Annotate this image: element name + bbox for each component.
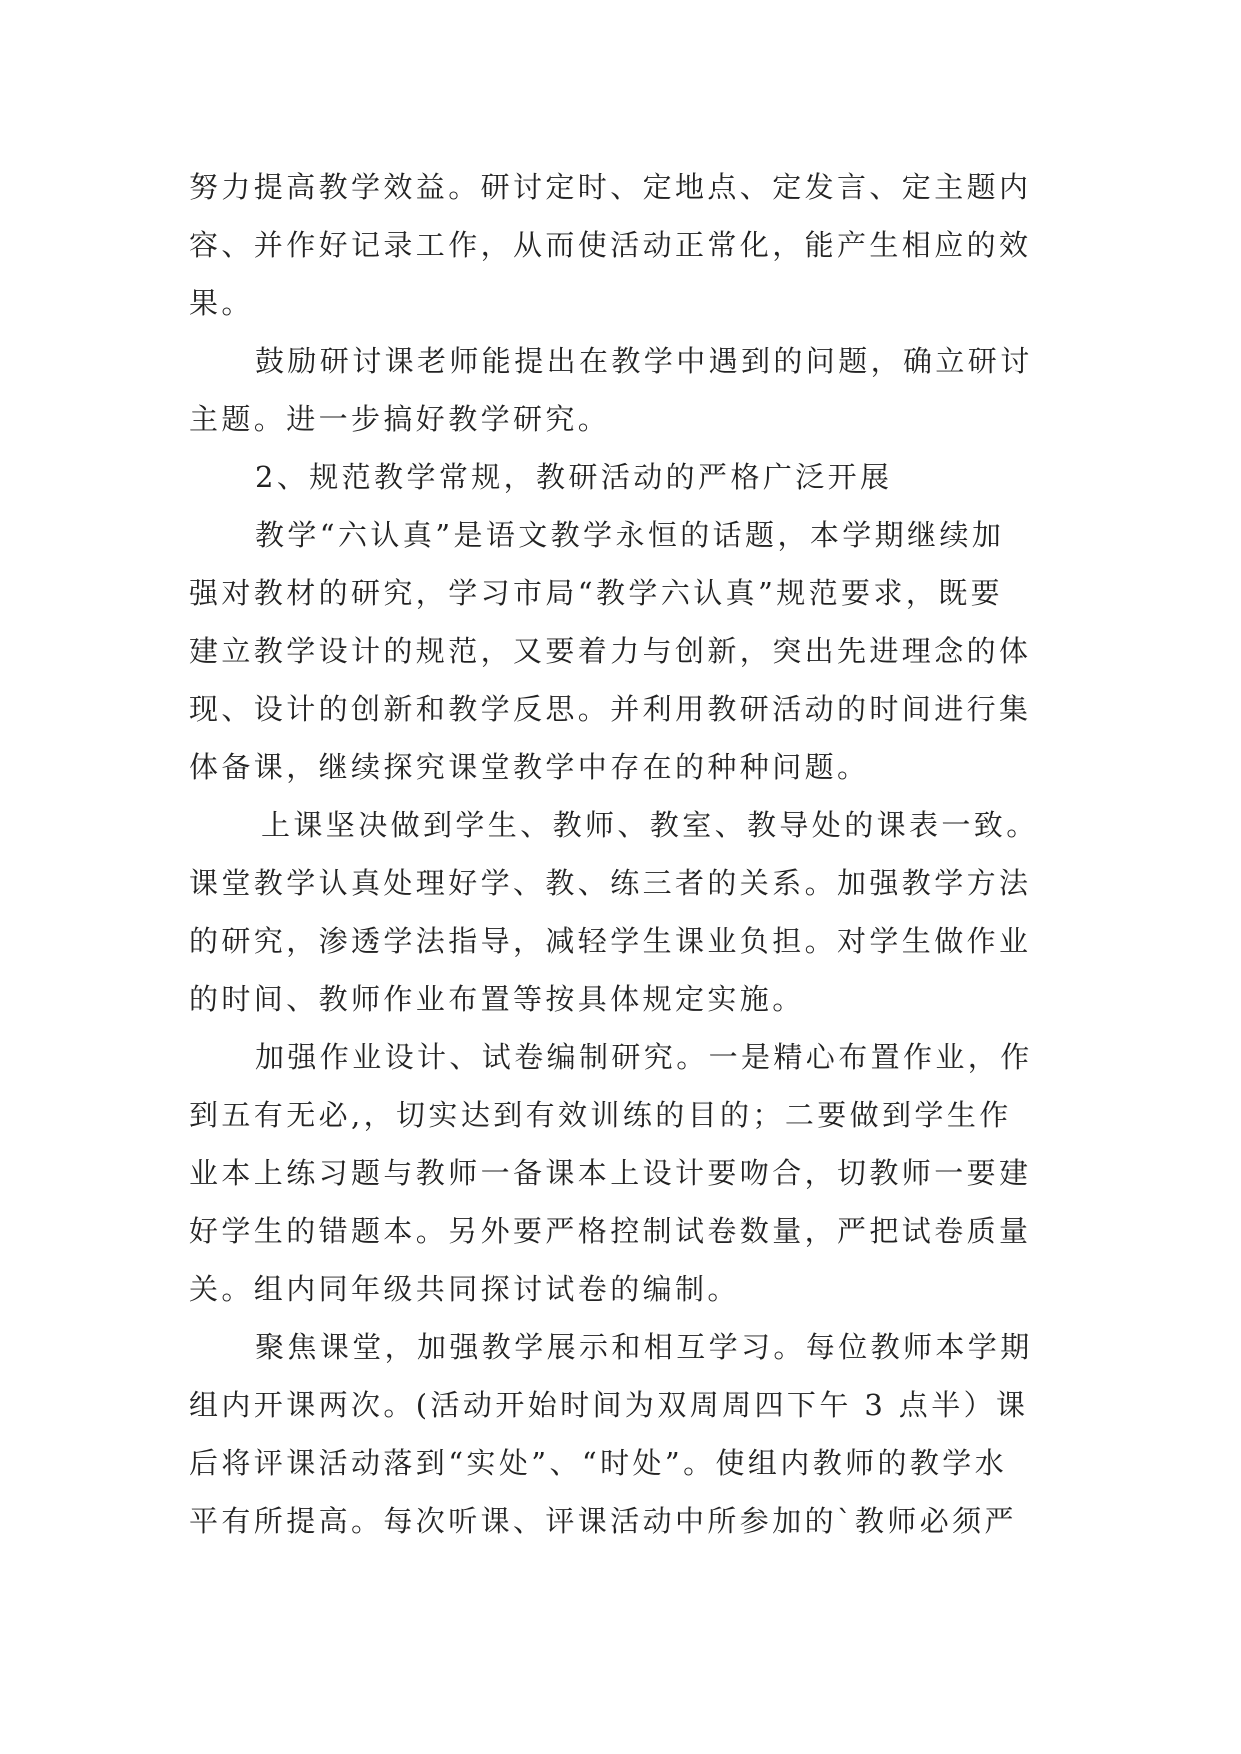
text-line: 加强作业设计、试卷编制研究。一是精心布置作业，作 [255,1040,1033,1074]
section-heading [189,448,1059,506]
text-line: 组内开课两次。(活动开始时间为双周周四下午 3 点半）课 [189,1388,1029,1422]
paragraph-7 [189,1318,1059,1550]
text-line: 主题。进一步搞好教学研究。 [189,402,611,436]
text-line: 现、设计的创新和教学反思。并利用教研活动的时间进行集 [189,692,1032,726]
text-line: 鼓励研讨课老师能提出在教学中遇到的问题，确立研讨 [255,344,1033,378]
paragraph-5 [189,796,1059,1028]
text-line: 强对教材的研究，学习市局“教学六认真”规范要求，既要 [189,576,1004,610]
paragraph-1 [189,158,1059,332]
paragraph-2 [189,332,1059,448]
text-line: 的研究，渗透学法指导，减轻学生课业负担。对学生做作业 [189,924,1032,958]
text-line: 关。组内同年级共同探讨试卷的编制。 [189,1272,740,1306]
text-line: 努力提高教学效益。研讨定时、定地点、定发言、定主题内 [189,170,1032,204]
text-line: 平有所提高。每次听课、评课活动中所参加的`教师必须严 [189,1504,1017,1538]
text-line: 建立教学设计的规范，又要着力与创新，突出先进理念的体 [189,634,1032,668]
paragraph-4 [189,506,1059,796]
text-line: 业本上练习题与教师一备课本上设计要吻合，切教师一要建 [189,1156,1032,1190]
text-line: 聚焦课堂，加强教学展示和相互学习。每位教师本学期 [255,1330,1033,1364]
text-line: 容、并作好记录工作，从而使活动正常化，能产生相应的效 [189,228,1032,262]
text-line: 的时间、教师作业布置等按具体规定实施。 [189,982,805,1016]
document-body [189,158,1059,1550]
paragraph-6 [189,1028,1059,1318]
text-line: 课堂教学认真处理好学、教、练三者的关系。加强教学方法 [189,866,1032,900]
text-line: 上课坚决做到学生、教师、教室、教导处的课表一致。 [261,808,1039,842]
text-line: 果。 [189,286,254,320]
text-line: 2、规范教学常规，教研活动的严格广泛开展 [255,460,893,494]
text-line: 体备课，继续探究课堂教学中存在的种种问题。 [189,750,870,784]
text-line: 教学“六认真”是语文教学永恒的话题，本学期继续加 [255,518,1005,552]
text-line: 到五有无必,，切实达到有效训练的目的；二要做到学生作 [189,1098,1012,1132]
text-line: 后将评课活动落到“实处”、“时处”。使组内教师的教学水 [189,1446,1008,1480]
text-line: 好学生的错题本。另外要严格控制试卷数量，严把试卷质量 [189,1214,1032,1248]
